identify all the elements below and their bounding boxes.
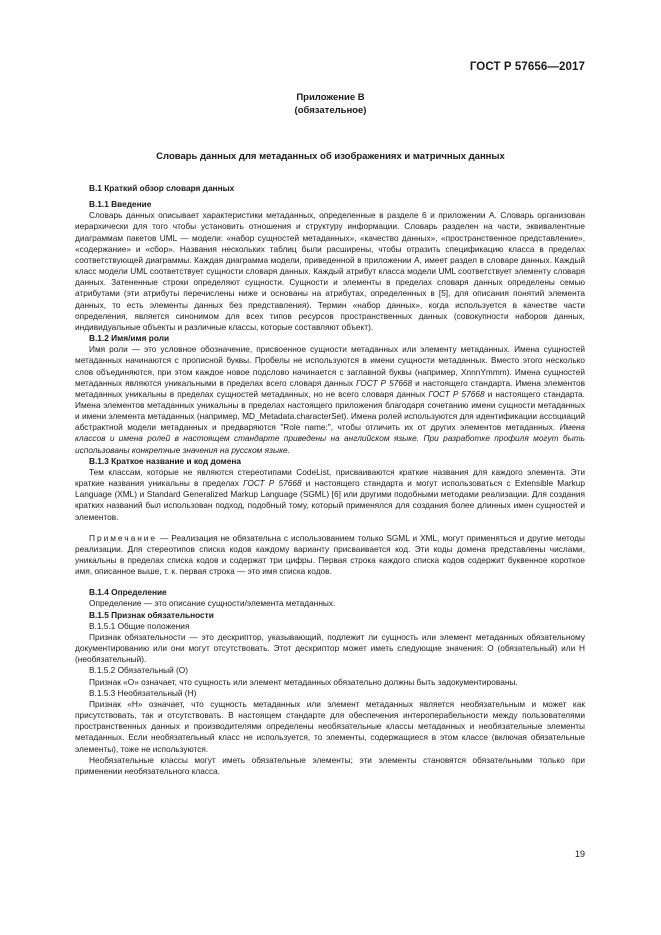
section-b15-heading: В.1.5 Признак обязательности (89, 609, 214, 620)
b13-text-1: Тем классам, которые не являются стереотипами CodeList, присваиваются краткие названия для каждого элемента. Эти краткие названия уникальны в пределах (75, 466, 585, 489)
document-body (75, 183, 585, 777)
gost-reference: ГОСТ Р 57668 (356, 377, 413, 388)
section-b151-heading: В.1.5.1 Общие положения (89, 620, 190, 631)
b12-text-1: Имя роли — это условное обозначение, присвоенное сущности метаданных или элементу метаданных. Имена сущностей метаданных начинаются с прописной буквы. Пробелы не используются в имени сущности метаданных. Вместо этого несколько слов объединяются, при этом каждое новое подслово начинается с заглавной буквы (например, XnnnYmmm). Имена сущностей метаданных являются уникальными в пределах всего словаря данных (75, 344, 585, 388)
gost-reference: ГОСТ Р 57668 (243, 478, 302, 489)
section-b153-heading: В.1.5.3 Необязательный (Н) (89, 687, 197, 698)
section-b152-paragraph: Признак «О» означает, что сущность или элемент метаданных обязательно должны быть задокументированы. (89, 676, 518, 687)
section-b152-heading: В.1.5.2 Обязательный (О) (89, 665, 189, 676)
section-b12-paragraph (75, 344, 585, 456)
section-b13-paragraph (75, 467, 585, 523)
gost-reference: ГОСТ Р 57668 (428, 388, 485, 399)
b12-text-3: и настоящего стандарта. Имена элементов метаданных уникальны в пределах настоящего приложения благодаря сочетанию имени сущности метаданных и имени элемента метаданных (например, MD_Metadata.characterSet). Имена ролей используются для идентификации ассоциаций абстрактной модели метаданных и предваряются "Role name:", чтобы отличить их от других элементов метаданных. (75, 388, 586, 433)
section-b13-heading: В.1.3 Краткое название и код домена (89, 455, 242, 466)
page-number: 19 (574, 849, 585, 859)
note-text: — Реализация не обязательна с использованием только SGML и XML, могут применяться и другие методы реализации. Для стереотипов списка кодов каждому варианту присваивается код. Эти коды домена представлены числами, уникальны в пределах списка кодов и содержат три цифры. Первая строка каждого списка кодов содержит буквенное короткое имя, описанное выше, т. к. первая строка — это имя списка кодов. (75, 532, 585, 577)
section-b153-paragraph-2: Необязательные классы могут иметь обязательные элементы; эти элементы становятся обязательными только при применении необязательного класса. (75, 754, 585, 776)
appendix-heading (0, 91, 661, 117)
section-b11-paragraph: Словарь данных описывает характеристики метаданных, определенные в разделе 6 и приложении А. Словарь организован иерархически для того чтобы установить отношения и структуру информации. Словарь разделен на части, эквивалентные диаграммам пакетов UML — модели: «набор сущностей метаданных», «качество данных», «пространственное представление», «содержание» и «сбор». Названия нескольких таблиц были расширены, чтобы отразить спецификацию класса в пределах соответствующей диаграммы. Каждая диаграмма модели, приведенной в приложении А, имеет раздел в словаре данных. Каждый класс модели UML соответствует сущности словаря данных. Каждый атрибут класса модели UML соответствует элементу словаря данных. Затененные строки определяют сущности. Сущности и элементы в пределах словаря данных определены семью атрибутами (эти атрибуты перечислены ниже и основаны на атрибутах, определенных в [5], для описания понятий элемента данных, то есть элементы данных без представления). Термин «набор данных», когда используется в качестве части определения, является синонимом для всех типов ресурсов пространственных данных (совокупности наборов данных, индивидуальные объекты и различные классы, которые составляют объект). (75, 210, 585, 332)
appendix-title: Приложение В (296, 92, 365, 103)
section-b11-heading: В.1.1 Введение (89, 199, 152, 210)
section-b14-heading: В.1.4 Определение (89, 587, 167, 598)
page-title: Словарь данных для метаданных об изображениях и матричных данных (156, 151, 505, 162)
b13-text-2: и настоящего стандарта и могут использоваться с Extensible Markup Language (XML) и Standard Generalized Markup Language (SGML) [6] или другими подобными методами реализации. Для создания кратких названий был использован подход, подобный тому, который применялся для создания более длинных имен сущностей и элементов. (75, 478, 585, 522)
section-b151-paragraph: Признак обязательности — это дескриптор, указывающий, подлежит ли сущность или элемент метаданных обязательному документированию или они могут отсутствовать. Этот дескриптор может иметь следующие значения: О (обязательный) или Н (необязательный). (75, 631, 585, 665)
section-b1-heading: В.1 Краткий обзор словаря данных (89, 183, 235, 193)
section-b14-paragraph: Определение — это описание сущности/элемента метаданных. (89, 598, 336, 609)
note-label: Примечание (89, 532, 158, 543)
b12-text-2: и настоящего стандарта. Имена элементов метаданных уникальны в пределах сущностей метаданных, но не всего словаря данных (75, 377, 585, 399)
note-paragraph (75, 533, 585, 578)
standard-number: ГОСТ Р 57656—2017 (469, 61, 585, 73)
section-b153-paragraph: Признак «Н» означает, что сущность метаданных или элемент метаданных является необязательным и может как присутствовать, так и отсутствовать. В настоящем стандарте для обеспечения интероперабельности между пользователями пространственных данных и производителями определены необязательные классы метаданных и необязательные элементы метаданных. Если необязательный класс не используется, то элементы, содержащиеся в этом классе (включая обязательные элементы), тоже не используются. (75, 698, 585, 754)
section-b12-heading: В.1.2 Имя/имя роли (89, 333, 170, 344)
appendix-status: (обязательное) (294, 105, 367, 116)
b12-italic-note: Имена классов и имена ролей в настоящем стандарте приведены на английском языке. При разработке профиля могут быть использованы конкретные значения на русском языке. (75, 422, 585, 455)
